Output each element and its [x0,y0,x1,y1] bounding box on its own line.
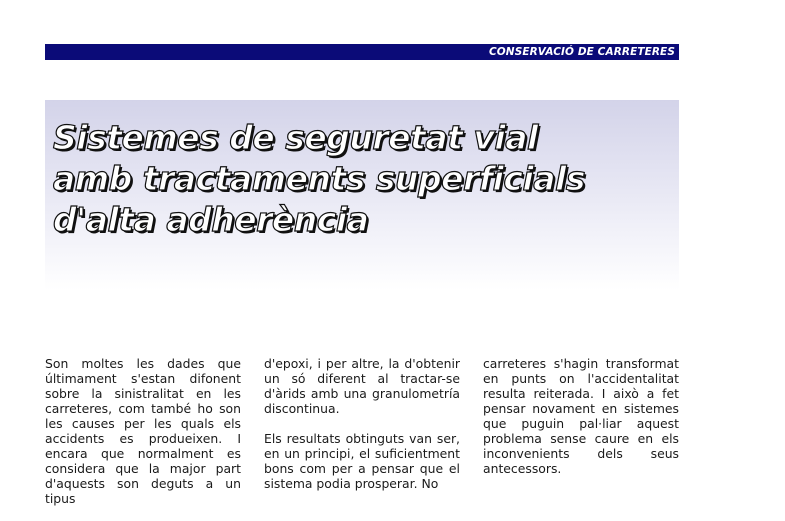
section-header-bar [45,44,679,60]
section-label: CONSERVACIÓ DE CARRETERES [488,46,675,58]
text-column-1 [45,356,241,521]
article-title-line: Sistemes de seguretat vial [53,118,538,157]
text-column-3 [483,356,679,491]
article-title-line: amb tractaments superficials [53,159,586,198]
article-title-line: d'alta adherència [53,200,369,239]
text-column-2 [264,356,460,506]
body-paragraph: d'epoxi, i per altre, la d'obtenir un só diferent al tractar-se d'àrids amb una granulometría discontinua. [264,356,460,416]
article-title [53,117,585,240]
body-paragraph: carreteres s'hagin transformat en punts on l'accidentalitat resulta reiterada. I això a fet pensar novament en sistemes que puguin pal·liar aquest problema sense caure en els inconvenients dels seus antecessors. [483,356,679,476]
body-paragraph: Son moltes les dades que últimament s'estan difonent sobre la sinistralitat en les carreteres, com també ho son les causes per les quals els accidents es produeixen. I encara que normalment es considera que la major part d'aquests son deguts a un tipus [45,356,241,506]
body-paragraph: Els resultats obtinguts van ser, en un principi, el suficientment bons com per a pensar que el sistema podia prosperar. No [264,431,460,491]
